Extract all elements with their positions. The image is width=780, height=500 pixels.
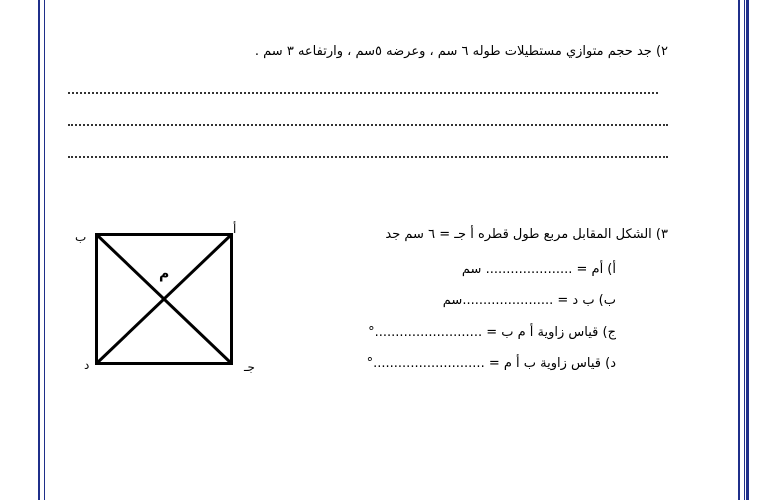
question-3-item-b: ب) ب د = ......................سم <box>442 293 616 308</box>
answer-line-2 <box>68 124 668 126</box>
question-3-item-c: ج) قياس زاوية أ م ب = ..........................° <box>368 325 616 340</box>
page-border-right <box>738 0 745 500</box>
center-label-m: م <box>159 266 170 282</box>
question-3-item-d: د) قياس زاوية ب أ م = ...........................° <box>366 356 616 371</box>
question-3-item-a: أ) أم = ..................... سم <box>461 262 616 277</box>
vertex-label-a: أ <box>233 222 237 236</box>
question-3-intro: ٣) الشكل المقابل مربع طول قطره أ جـ = ٦ سم جد <box>385 227 668 242</box>
page-border-left <box>38 0 45 500</box>
question-2-text: ٢) جد حجم متوازي مستطيلات طوله ٦ سم ، وعرضه ٥سم ، وارتفاعه ٣ سم . <box>254 44 668 59</box>
vertex-label-c: جـ <box>244 360 255 374</box>
vertex-label-b: ب <box>75 230 87 244</box>
vertex-label-d: د <box>84 358 90 372</box>
answer-line-3 <box>68 156 668 158</box>
answer-line-1 <box>68 92 658 94</box>
square-figure <box>95 233 233 365</box>
